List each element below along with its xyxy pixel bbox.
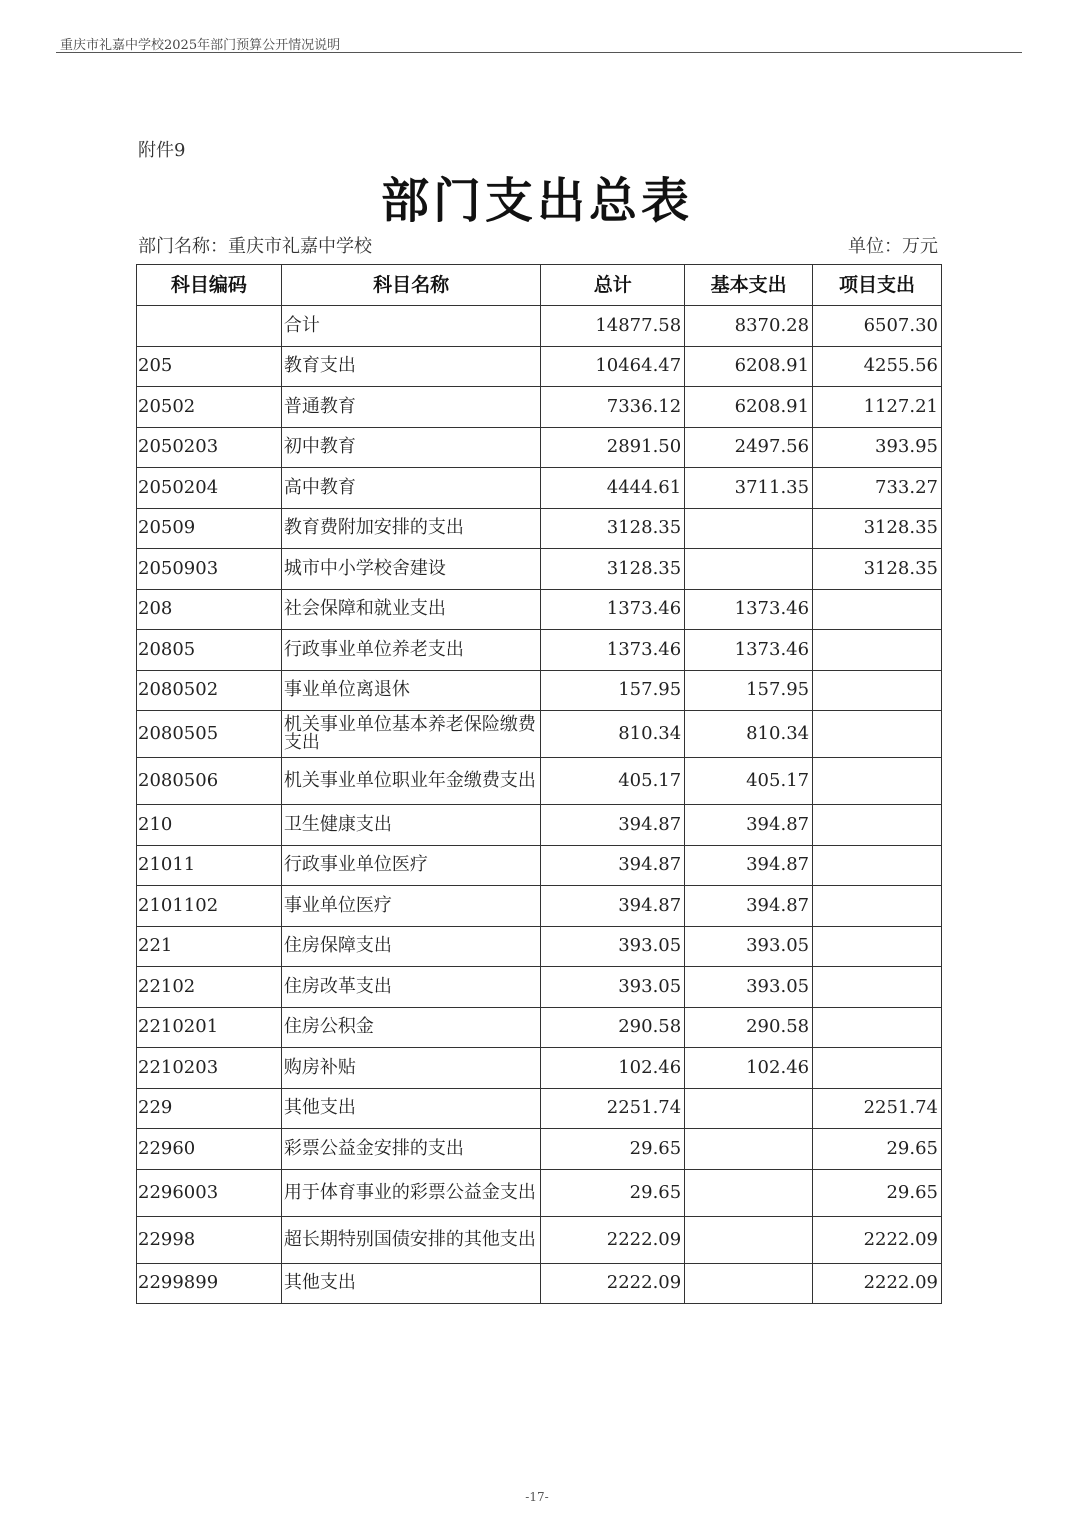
table-cell-name: 普通教育 [281, 387, 540, 428]
attachment-label: 附件9 [138, 140, 186, 161]
table-cell-total: 394.87 [541, 845, 685, 886]
table-cell-total: 102.46 [541, 1048, 685, 1089]
table-cell-name: 住房保障支出 [281, 926, 540, 967]
table-row [137, 508, 942, 549]
table-cell-project [813, 845, 942, 886]
column-header-project: 项目支出 [813, 265, 942, 306]
table-cell-code: 205 [137, 346, 282, 387]
table-cell-name: 机关事业单位基本养老保险缴费支出 [281, 711, 540, 758]
table-cell-total: 3128.35 [541, 549, 685, 590]
table-cell-code: 22960 [137, 1129, 282, 1170]
table-cell-project [813, 711, 942, 758]
table-cell-total: 4444.61 [541, 468, 685, 509]
table-cell-total: 290.58 [541, 1007, 685, 1048]
table-header-row [137, 265, 942, 306]
table-cell-project: 29.65 [813, 1129, 942, 1170]
table-cell-code: 210 [137, 805, 282, 846]
table-cell-name: 卫生健康支出 [281, 805, 540, 846]
table-cell-name: 初中教育 [281, 427, 540, 468]
table-cell-name: 机关事业单位职业年金缴费支出 [281, 758, 540, 805]
table-cell-basic: 394.87 [685, 805, 813, 846]
page-title: 部门支出总表 [380, 173, 693, 229]
table-cell-total: 29.65 [541, 1129, 685, 1170]
table-cell-basic: 394.87 [685, 886, 813, 927]
table-cell-basic: 393.05 [685, 926, 813, 967]
table-cell-name: 行政事业单位医疗 [281, 845, 540, 886]
table-cell-code: 21011 [137, 845, 282, 886]
table-cell-basic: 405.17 [685, 758, 813, 805]
table-row [137, 1048, 942, 1089]
table-cell-project [813, 1048, 942, 1089]
table-row [137, 926, 942, 967]
table-cell-project [813, 967, 942, 1008]
table-cell-basic: 6208.91 [685, 387, 813, 428]
table-cell-code: 2080502 [137, 670, 282, 711]
table-cell-basic: 1373.46 [685, 630, 813, 671]
table-cell-code: 2050204 [137, 468, 282, 509]
table-cell-total: 405.17 [541, 758, 685, 805]
table-cell-total: 2222.09 [541, 1216, 685, 1263]
table-cell-code: 2210203 [137, 1048, 282, 1089]
column-header-name: 科目名称 [281, 265, 540, 306]
table-cell-basic: 102.46 [685, 1048, 813, 1089]
table-cell-total: 393.05 [541, 926, 685, 967]
table-cell-code: 2080506 [137, 758, 282, 805]
table-cell-basic: 6208.91 [685, 346, 813, 387]
page-number: -17- [525, 1490, 549, 1504]
table-row [137, 1216, 942, 1263]
table-cell-code: 2296003 [137, 1169, 282, 1216]
table-cell-total: 394.87 [541, 805, 685, 846]
table-cell-basic: 810.34 [685, 711, 813, 758]
table-cell-total: 2891.50 [541, 427, 685, 468]
table-cell-project [813, 886, 942, 927]
table-row [137, 805, 942, 846]
table-cell-code: 2210201 [137, 1007, 282, 1048]
table-cell-name: 事业单位医疗 [281, 886, 540, 927]
table-cell-name: 其他支出 [281, 1263, 540, 1304]
table-cell-total: 2222.09 [541, 1263, 685, 1304]
table-cell-basic: 3711.35 [685, 468, 813, 509]
table-cell-total: 10464.47 [541, 346, 685, 387]
table-cell-total: 157.95 [541, 670, 685, 711]
table-row [137, 711, 942, 758]
table-cell-project [813, 589, 942, 630]
table-row [137, 549, 942, 590]
table-row [137, 1169, 942, 1216]
table-cell-code: 20509 [137, 508, 282, 549]
department-name: 部门名称：重庆市礼嘉中学校 [138, 236, 372, 257]
table-cell-project: 4255.56 [813, 346, 942, 387]
table-row [137, 1263, 942, 1304]
column-header-basic: 基本支出 [685, 265, 813, 306]
table-row [137, 589, 942, 630]
table-row [137, 468, 942, 509]
table-cell-name: 其他支出 [281, 1088, 540, 1129]
table-cell-project: 3128.35 [813, 508, 942, 549]
table-row [137, 427, 942, 468]
table-cell-project [813, 670, 942, 711]
table-cell-basic [685, 508, 813, 549]
table-cell-code [137, 306, 282, 347]
table-cell-name: 事业单位离退休 [281, 670, 540, 711]
table-cell-basic: 393.05 [685, 967, 813, 1008]
table-cell-name: 教育支出 [281, 346, 540, 387]
table-cell-basic: 2497.56 [685, 427, 813, 468]
table-cell-total: 2251.74 [541, 1088, 685, 1129]
table-cell-code: 229 [137, 1088, 282, 1129]
table-cell-code: 221 [137, 926, 282, 967]
table-cell-project [813, 1007, 942, 1048]
table-cell-basic: 394.87 [685, 845, 813, 886]
column-header-total: 总计 [541, 265, 685, 306]
table-row [137, 758, 942, 805]
table-cell-name: 住房公积金 [281, 1007, 540, 1048]
expenditure-table [136, 264, 942, 1304]
table-cell-total: 394.87 [541, 886, 685, 927]
table-cell-total: 1373.46 [541, 589, 685, 630]
table-row [137, 1007, 942, 1048]
table-cell-basic [685, 1088, 813, 1129]
table-cell-code: 22998 [137, 1216, 282, 1263]
table-cell-code: 2299899 [137, 1263, 282, 1304]
table-row [137, 630, 942, 671]
table-cell-basic: 8370.28 [685, 306, 813, 347]
table-cell-project: 2222.09 [813, 1216, 942, 1263]
table-cell-code: 22102 [137, 967, 282, 1008]
table-cell-basic: 1373.46 [685, 589, 813, 630]
table-cell-project [813, 805, 942, 846]
table-cell-name: 合计 [281, 306, 540, 347]
table-cell-name: 超长期特别国债安排的其他支出 [281, 1216, 540, 1263]
table-cell-total: 393.05 [541, 967, 685, 1008]
table-cell-name: 行政事业单位养老支出 [281, 630, 540, 671]
table-cell-project: 29.65 [813, 1169, 942, 1216]
table-cell-code: 2080505 [137, 711, 282, 758]
table-cell-project: 1127.21 [813, 387, 942, 428]
table-cell-name: 教育费附加安排的支出 [281, 508, 540, 549]
unit-label: 单位：万元 [848, 236, 938, 257]
table-cell-total: 7336.12 [541, 387, 685, 428]
table-row [137, 886, 942, 927]
table-cell-basic [685, 549, 813, 590]
table-cell-basic: 157.95 [685, 670, 813, 711]
table-cell-project: 6507.30 [813, 306, 942, 347]
table-cell-basic: 290.58 [685, 1007, 813, 1048]
table-cell-project: 393.95 [813, 427, 942, 468]
table-cell-total: 810.34 [541, 711, 685, 758]
table-cell-name: 彩票公益金安排的支出 [281, 1129, 540, 1170]
table-cell-basic [685, 1263, 813, 1304]
table-cell-code: 2050903 [137, 549, 282, 590]
table-cell-project: 3128.35 [813, 549, 942, 590]
table-cell-name: 高中教育 [281, 468, 540, 509]
table-cell-project [813, 926, 942, 967]
table-body [137, 306, 942, 1304]
table-cell-project: 2222.09 [813, 1263, 942, 1304]
table-cell-name: 社会保障和就业支出 [281, 589, 540, 630]
table-row [137, 387, 942, 428]
table-row [137, 346, 942, 387]
table-row [137, 967, 942, 1008]
table-row [137, 306, 942, 347]
table-cell-name: 住房改革支出 [281, 967, 540, 1008]
table-cell-basic [685, 1169, 813, 1216]
document-header: 重庆市礼嘉中学校2025年部门预算公开情况说明 [60, 38, 341, 53]
table-cell-code: 20502 [137, 387, 282, 428]
table-cell-project: 2251.74 [813, 1088, 942, 1129]
table-cell-project [813, 630, 942, 671]
table-cell-project: 733.27 [813, 468, 942, 509]
table-cell-total: 3128.35 [541, 508, 685, 549]
table-row [137, 845, 942, 886]
table-cell-total: 29.65 [541, 1169, 685, 1216]
header-divider [56, 52, 1022, 53]
table-cell-name: 用于体育事业的彩票公益金支出 [281, 1169, 540, 1216]
table-cell-code: 20805 [137, 630, 282, 671]
table-row [137, 1088, 942, 1129]
table-cell-name: 城市中小学校舍建设 [281, 549, 540, 590]
table-cell-project [813, 758, 942, 805]
table-row [137, 670, 942, 711]
table-cell-total: 1373.46 [541, 630, 685, 671]
column-header-code: 科目编码 [137, 265, 282, 306]
table-row [137, 1129, 942, 1170]
table-cell-code: 2050203 [137, 427, 282, 468]
table-cell-code: 208 [137, 589, 282, 630]
table-cell-basic [685, 1216, 813, 1263]
table-cell-total: 14877.58 [541, 306, 685, 347]
table-cell-basic [685, 1129, 813, 1170]
table-cell-code: 2101102 [137, 886, 282, 927]
table-cell-name: 购房补贴 [281, 1048, 540, 1089]
